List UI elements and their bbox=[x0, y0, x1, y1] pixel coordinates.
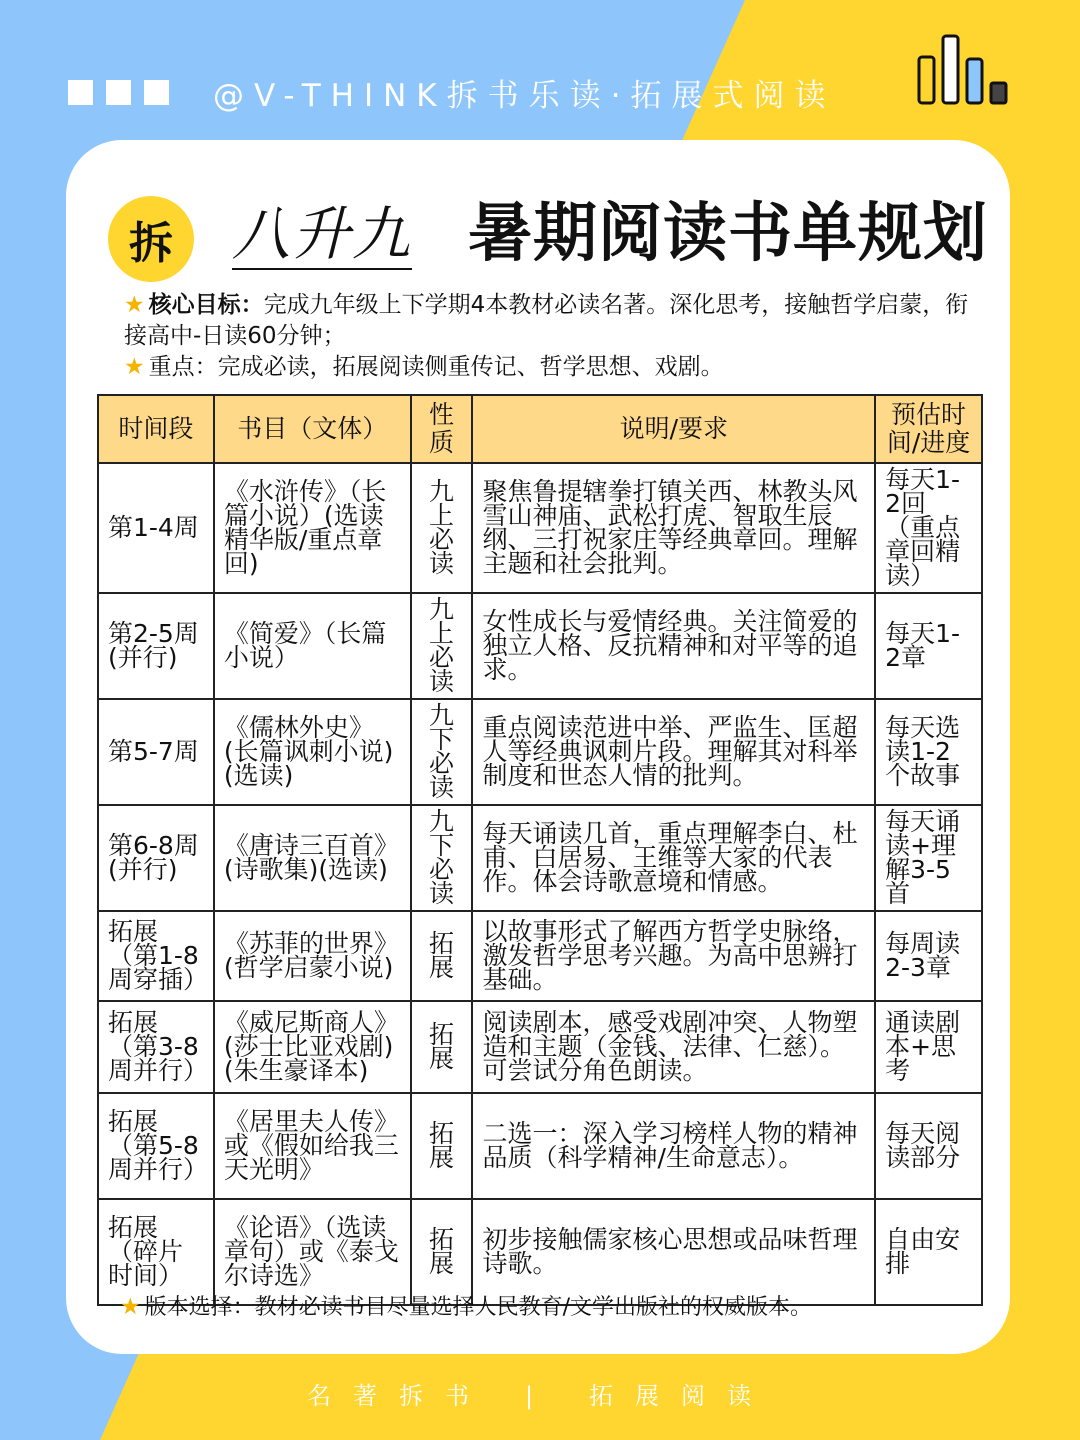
cell-type: 九上必读 bbox=[411, 593, 473, 699]
focus-text: 重点：完成必读，拓展阅读侧重传记、哲学思想、戏剧。 bbox=[148, 354, 724, 380]
cell-period: 拓展（第3-8周并行） bbox=[98, 1001, 214, 1093]
goal-label: 核心目标： bbox=[148, 292, 264, 318]
cell-book: 《居里夫人传》或《假如给我三天光明》 bbox=[214, 1093, 411, 1199]
cell-period: 第1-4周 bbox=[98, 463, 214, 593]
cell-time: 每周读2-3章 bbox=[875, 911, 982, 1001]
footer-left: 名著拆书 bbox=[306, 1382, 491, 1410]
cell-time: 每天1-2章 bbox=[875, 593, 982, 699]
table-row bbox=[98, 1001, 982, 1093]
version-note bbox=[120, 1290, 812, 1321]
cell-time: 每天阅读部分 bbox=[875, 1093, 982, 1199]
cell-book: 《苏菲的世界》(哲学启蒙小说) bbox=[214, 911, 411, 1001]
page-title: 暑期阅读书单规划 bbox=[468, 197, 988, 271]
cell-desc: 聚焦鲁提辖拳打镇关西、林教头风雪山神庙、武松打虎、智取生辰纲、三打祝家庄等经典章回。理解主题和社会批判。 bbox=[472, 463, 875, 593]
cell-desc: 以故事形式了解西方哲学史脉络，激发哲学思考兴趣。为高中思辨打基础。 bbox=[472, 911, 875, 1001]
cell-type: 拓展 bbox=[411, 911, 473, 1001]
footer-right: 拓展阅读 bbox=[589, 1382, 774, 1410]
cell-type: 拓展 bbox=[411, 1093, 473, 1199]
title-handwritten: 八升九 bbox=[232, 200, 413, 268]
bar-chart-icon bbox=[915, 33, 1015, 107]
cell-book: 《简爱》（长篇小说） bbox=[214, 593, 411, 699]
header-type: 性质 bbox=[411, 395, 473, 463]
table-row bbox=[98, 1093, 982, 1199]
header-desc: 说明/要求 bbox=[472, 395, 875, 463]
cell-type: 九下必读 bbox=[411, 805, 473, 911]
cell-book: 《唐诗三百首》(诗歌集)(选读) bbox=[214, 805, 411, 911]
cell-book: 《儒林外史》(长篇讽刺小说)(选读) bbox=[214, 699, 411, 805]
focus-line bbox=[124, 352, 974, 383]
cell-desc: 二选一：深入学习榜样人物的精神品质（科学精神/生命意志）。 bbox=[472, 1093, 875, 1199]
cell-period: 第5-7周 bbox=[98, 699, 214, 805]
footer bbox=[0, 1376, 1080, 1411]
table-row bbox=[98, 593, 982, 699]
menu-squares-icon bbox=[68, 80, 169, 105]
cell-type: 九上必读 bbox=[411, 463, 473, 593]
footer-separator: | bbox=[524, 1382, 556, 1410]
cell-time: 通读剧本+思考 bbox=[875, 1001, 982, 1093]
version-note-text: 版本选择：教材必读书目尽量选择人民教育/文学出版社的权威版本。 bbox=[144, 1295, 813, 1320]
title-row bbox=[108, 188, 988, 284]
table-row bbox=[98, 911, 982, 1001]
header-time: 预估时间/进度 bbox=[875, 395, 982, 463]
brand-text: @V-THINK拆书乐读·拓展式阅读 bbox=[213, 77, 836, 114]
content-card bbox=[66, 140, 1010, 1354]
table-row bbox=[98, 463, 982, 593]
header-book: 书目（文体） bbox=[214, 395, 411, 463]
header-period: 时间段 bbox=[98, 395, 214, 463]
goal-text: 完成九年级上下学期4本教材必读名著。深化思考，接触哲学启蒙，衔接高中-日读60分钟； bbox=[124, 292, 969, 349]
title-badge: 拆 bbox=[108, 196, 194, 282]
cell-book: 《论语》（选读章句）或《泰戈尔诗选》 bbox=[214, 1199, 411, 1305]
cell-period: 第6-8周(并行) bbox=[98, 805, 214, 911]
cell-desc: 重点阅读范进中举、严监生、匡超人等经典讽刺片段。理解其对科举制度和世态人情的批判。 bbox=[472, 699, 875, 805]
cell-type: 拓展 bbox=[411, 1001, 473, 1093]
top-bar bbox=[68, 70, 836, 114]
cell-book: 《威尼斯商人》(莎士比亚戏剧)(朱生豪译本) bbox=[214, 1001, 411, 1093]
cell-period: 第2-5周(并行) bbox=[98, 593, 214, 699]
table-row bbox=[98, 805, 982, 911]
cell-period: 拓展（第1-8周穿插） bbox=[98, 911, 214, 1001]
cell-desc: 阅读剧本，感受戏剧冲突、人物塑造和主题（金钱、法律、仁慈）。可尝试分角色朗读。 bbox=[472, 1001, 875, 1093]
cell-period: 拓展（第5-8周并行） bbox=[98, 1093, 214, 1199]
goal-line bbox=[124, 290, 974, 352]
star-icon: ★ bbox=[120, 1294, 141, 1320]
table-header-row bbox=[98, 395, 982, 463]
cell-type: 九下必读 bbox=[411, 699, 473, 805]
cell-time: 每天选读1-2个故事 bbox=[875, 699, 982, 805]
intro bbox=[124, 290, 974, 383]
cell-desc: 每天诵读几首，重点理解李白、杜甫、白居易、王维等大家的代表作。体会诗歌意境和情感。 bbox=[472, 805, 875, 911]
cell-desc: 初步接触儒家核心思想或品味哲理诗歌。 bbox=[472, 1199, 875, 1305]
cell-book: 《水浒传》（长篇小说）(选读精华版/重点章回) bbox=[214, 463, 411, 593]
cell-type: 拓展 bbox=[411, 1199, 473, 1305]
cell-time: 自由安排 bbox=[875, 1199, 982, 1305]
star-icon: ★ bbox=[124, 354, 145, 380]
cell-desc: 女性成长与爱情经典。关注简爱的独立人格、反抗精神和对平等的追求。 bbox=[472, 593, 875, 699]
table-row bbox=[98, 699, 982, 805]
cell-time: 每天诵读+理解3-5首 bbox=[875, 805, 982, 911]
star-icon: ★ bbox=[124, 292, 145, 318]
cell-period: 拓展（碎片时间） bbox=[98, 1199, 214, 1305]
cell-time: 每天1-2回（重点章回精读） bbox=[875, 463, 982, 593]
reading-plan-table bbox=[97, 394, 983, 1306]
